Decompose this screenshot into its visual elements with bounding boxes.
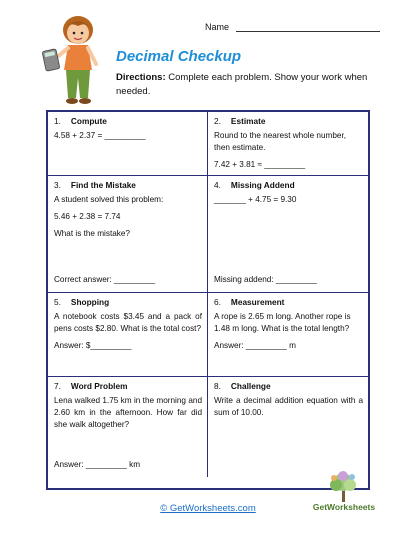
problem-text: 4.58 + 2.37 = _________ [54,131,146,140]
problem-heading: 4. Missing Addend [214,180,295,190]
problem-text: What is the mistake? [54,229,130,238]
getworksheets-link[interactable]: © GetWorksheets.com [160,503,256,514]
answer-line: Correct answer: _________ [54,275,156,284]
problem-challenge [208,377,368,477]
problem-estimate [208,112,368,176]
problem-word-problem [48,377,208,477]
logo-text: GetWorksheets [312,502,376,512]
problem-missing-addend [208,176,368,293]
worksheet-title: Decimal Checkup [116,48,242,65]
problem-text: A rope is 2.65 m long. Another rope is 1.48 m long. What is the total length? [214,312,351,333]
problem-heading: 6. Measurement [214,297,285,307]
problem-heading: 1. Compute [54,116,107,126]
kid-with-calculator-illustration [40,12,110,112]
problem-find-the-mistake [48,176,208,293]
problem-text: Lena walked 1.75 km in the morning and 2.60 km in the afternoon. How far did she walk altogether? [54,396,202,429]
problem-heading: 8. Challenge [214,381,271,391]
problem-text: _______ + 4.75 = 9.30 [214,195,297,204]
problem-compute [48,112,208,176]
problem-text: Round to the nearest whole number, then estimate. [214,131,346,152]
problem-text: Write a decimal addition equation with a sum of 10.00. [214,396,363,417]
problem-heading: 5. Shopping [54,297,110,307]
problem-heading: 3. Find the Mistake [54,180,136,190]
problem-shopping [48,293,208,377]
problem-heading: 2. Estimate [214,116,266,126]
tree-icon [312,468,376,504]
answer-line: Answer: _________ km [54,460,141,469]
name-field[interactable] [205,22,380,32]
problem-heading: 7. Word Problem [54,381,128,391]
directions-text: Complete each problem. Show your work when needed. [116,72,368,97]
getworksheets-logo [312,468,376,518]
answer-line: Answer: $_________ [54,341,132,350]
directions-label: Directions: [116,72,166,83]
problem-text: A student solved this problem: [54,195,164,204]
directions [116,71,386,99]
problem-grid [46,110,370,490]
name-label: Name [205,22,230,32]
problem-measurement [208,293,368,377]
problem-text: 5.46 + 2.38 = 7.74 [54,212,121,221]
name-line[interactable] [236,22,380,32]
answer-line: Missing addend: _________ [214,275,317,284]
answer-line: Answer: _________ m [214,341,296,350]
problem-text: 7.42 + 3.81 ≈ _________ [214,160,306,169]
problem-text: A notebook costs $3.45 and a pack of pens costs $2.80. What is the total cost? [54,312,202,333]
